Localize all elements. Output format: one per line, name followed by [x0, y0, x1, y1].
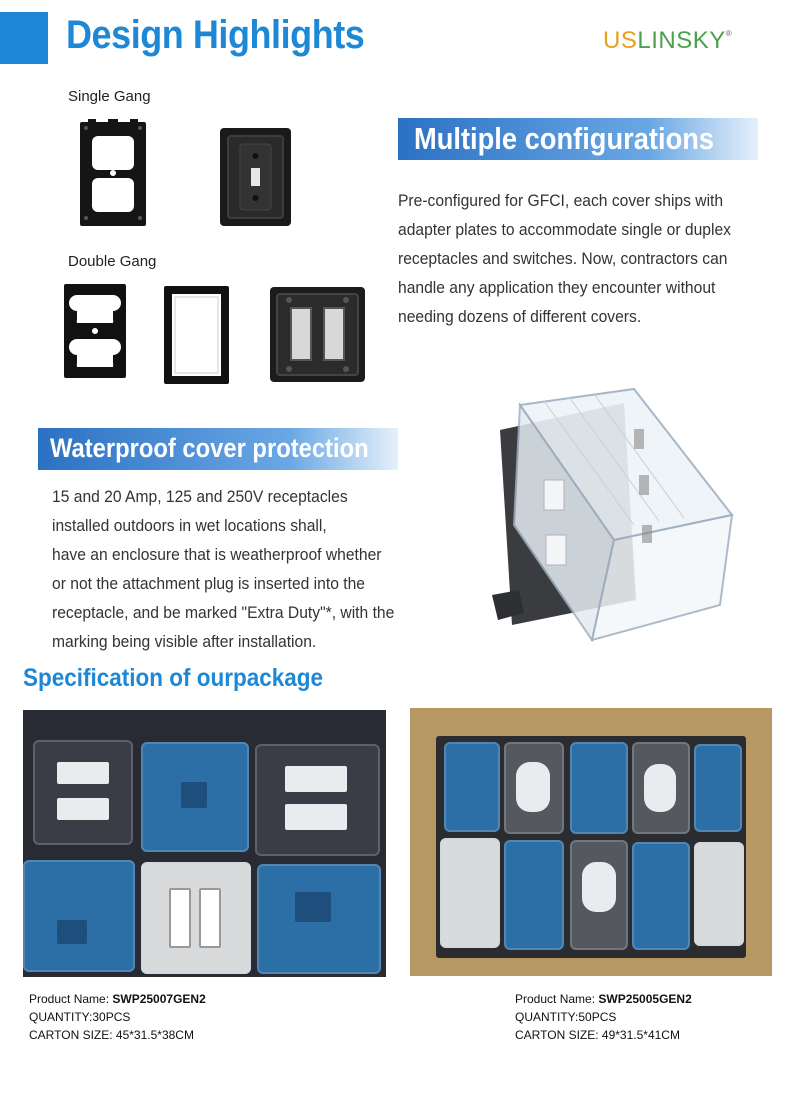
- product-name-value: SWP25007GEN2: [112, 992, 206, 1006]
- single-gang-adapter-plate-image: [78, 118, 148, 228]
- right-carton-size: CARTON SIZE: 49*31.5*41CM: [515, 1028, 680, 1042]
- package-spec-heading: Specification of ourpackage: [23, 664, 324, 692]
- waterproof-line: or not the attachment plug is inserted into the: [52, 574, 366, 593]
- waterproof-line: have an enclosure that is weatherproof whether: [52, 545, 382, 564]
- packaged-cover: [570, 840, 628, 950]
- waterproof-line: marking being visible after installation.: [52, 632, 317, 651]
- waterproof-cover-heading-text: Waterproof cover protection: [50, 433, 369, 463]
- single-gang-box-image: [218, 126, 293, 228]
- multiple-configurations-description: [398, 186, 773, 331]
- clear-weatherproof-cover-image: [484, 385, 742, 645]
- waterproof-line: receptacle, and be marked "Extra Duty"*, with the: [52, 603, 395, 622]
- page-title: Design Highlights: [66, 13, 365, 57]
- waterproof-cover-heading: [38, 428, 398, 470]
- packaged-cover: [632, 842, 690, 950]
- brand-logo-rest: LINSKY: [637, 27, 726, 54]
- packaged-cover: [504, 840, 564, 950]
- carton-photo-left: [23, 710, 386, 977]
- waterproof-line: installed outdoors in wet locations shall,: [52, 516, 327, 535]
- packaged-cover: [255, 744, 380, 856]
- config-line: receptacles and switches. Now, contractors can: [398, 249, 728, 268]
- title-accent-square: [0, 12, 48, 64]
- packaged-cover: [444, 742, 500, 832]
- packaged-cover: [632, 742, 690, 834]
- product-name-label: Product Name:: [515, 992, 599, 1006]
- product-name-value: SWP25005GEN2: [598, 992, 692, 1006]
- right-package-caption: [515, 990, 692, 1044]
- multiple-configurations-heading: [398, 118, 758, 160]
- config-line: needing dozens of different covers.: [398, 307, 642, 326]
- packaged-cover: [694, 744, 742, 832]
- packaged-cover: [141, 742, 249, 852]
- config-line: handle any application they encounter without: [398, 278, 716, 297]
- packaged-cover: [257, 864, 381, 974]
- left-carton-size: CARTON SIZE: 45*31.5*38CM: [29, 1028, 194, 1042]
- product-name-label: Product Name:: [29, 992, 113, 1006]
- waterproof-description: [52, 482, 432, 656]
- packaged-cover: [23, 860, 135, 972]
- single-gang-label: Single Gang: [68, 88, 151, 105]
- waterproof-line: 15 and 20 Amp, 125 and 250V receptacles: [52, 487, 348, 506]
- brand-logo: [603, 27, 732, 55]
- decora-frame-plate-image: [163, 285, 230, 385]
- double-gang-label: Double Gang: [68, 253, 157, 270]
- double-gang-box-image: [269, 286, 366, 383]
- carton-photo-right: [410, 708, 772, 976]
- packaged-cover: [570, 742, 628, 834]
- left-product-name: [29, 990, 206, 1008]
- left-quantity: QUANTITY:30PCS: [29, 1010, 131, 1024]
- left-package-caption: [29, 990, 206, 1044]
- packaged-cover: [440, 838, 500, 948]
- registered-mark: ®: [725, 29, 733, 38]
- config-line: Pre-configured for GFCI, each cover ships with: [398, 191, 724, 210]
- packaged-cover: [141, 862, 251, 974]
- packaged-cover: [694, 842, 744, 946]
- multiple-configurations-heading-text: Multiple configurations: [414, 121, 715, 156]
- packaged-cover: [33, 740, 133, 845]
- right-quantity: QUANTITY:50PCS: [515, 1010, 617, 1024]
- brand-logo-us: US: [603, 27, 638, 54]
- right-product-name: [515, 990, 692, 1008]
- packaged-cover: [504, 742, 564, 834]
- config-line: adapter plates to accommodate single or duplex: [398, 220, 731, 239]
- duplex-adapter-plate-image: [63, 283, 127, 379]
